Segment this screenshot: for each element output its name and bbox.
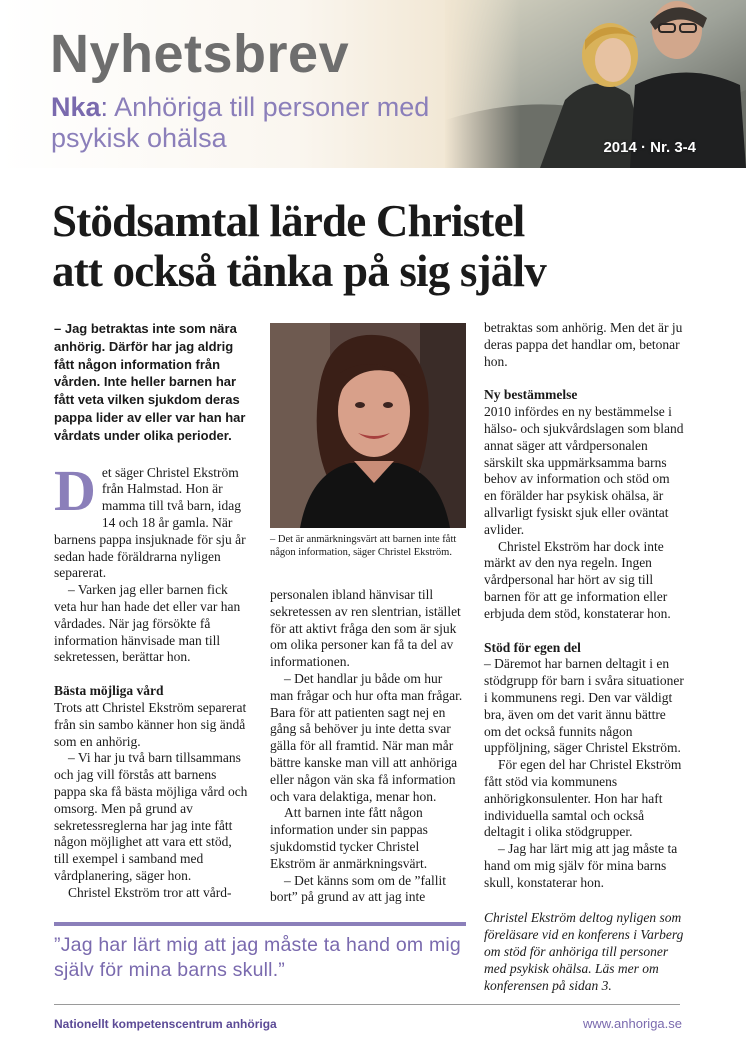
- subtitle-text: Anhöriga till personer med psykisk ohälsa: [51, 92, 430, 153]
- article-column-3: [484, 320, 684, 994]
- section-heading: Bästa möjliga vård: [54, 683, 164, 699]
- brand-separator: :: [100, 92, 109, 122]
- author-note: Christel Ekström deltog nyligen som föreläsare vid en konferens i Varberg om stöd för anhöriga till personer med psykisk ohälsa. Läs mer om konferensen på sidan 3.: [484, 909, 684, 993]
- opening-paragraph: [54, 457, 250, 583]
- christel-portrait-photo: [270, 323, 466, 528]
- footer-divider: [54, 1004, 680, 1005]
- body-paragraph: betraktas som anhörig. Men det är ju deras pappa det handlar om, betonar hon.: [484, 320, 683, 369]
- pullquote-rule: [54, 922, 466, 926]
- body-paragraph: – Det känns som om de ”fallit bort” på grund av att jag inte: [270, 872, 446, 905]
- article-headline: [52, 196, 702, 296]
- body-paragraph: Christel Ekström tror att vård-: [68, 884, 232, 900]
- drop-cap: D: [54, 457, 96, 523]
- body-paragraph: – Däremot har barnen deltagit i en stödgrupp för barn i svåra situationer i kommunens regi. Den var väldigt bra, även om det varit ännu bättre om det också funnits någon uppföljning, säger Christel Ekström.: [484, 656, 684, 756]
- headline-line-2: att också tänka på sig själv: [52, 246, 546, 296]
- body-paragraph: et säger Christel Ekström från Halmstad. Hon är mamma till två barn, idag 14 och 18 år gamla. När barnens pappa insjuknade för sju år sedan hade föräldrarna nyligen separerat.: [54, 464, 246, 581]
- portrait-image: [270, 323, 466, 528]
- body-paragraph: För egen del har Christel Ekström fått stöd via kommunens anhörigkonsulenter. Hon har haft individuella samtal och också deltagit i olika stödgrupper.: [484, 757, 682, 840]
- body-paragraph: 2010 infördes en ny bestämmelse i hälso- och sjukvårdslagen som bland annat säger att vårdpersonalen särskilt ska uppmärksamma barns behov av information och stöd om en förälder har psykisk ohälsa, är allvarligt fysiskt sjuk eller oväntat avlider.: [484, 404, 684, 537]
- body-paragraph: Christel Ekström har dock inte märkt av den nya regeln. Ingen vårdpersonal har hört av sig till barnen för att ge information eller erbjuda dem stöd, konstaterar hon.: [484, 538, 671, 621]
- footer-organization: Nationellt kompetenscentrum anhöriga: [54, 1017, 277, 1031]
- section-heading: Ny bestämmelse: [484, 387, 578, 403]
- body-paragraph: Att barnen inte fått någon information under sin pappas sjukdomstid tycker Christel Ekström är anmärkningsvärt.: [270, 805, 428, 871]
- pull-quote: ”Jag har lärt mig att jag måste ta hand om mig själv för mina barns skull.”: [54, 934, 461, 981]
- body-paragraph: – Vi har ju två barn tillsammans och jag vill förstås att barnens pappa ska få bästa möjliga vård och omsorg. Men på grund av sekretessreglerna har jag inte fått någon möjlighet att vara ett stöd, till exempel i samband med vårdplanering, säger hon.: [54, 750, 248, 883]
- body-paragraph: – Det handlar ju både om hur man frågar och hur ofta man frågar. Bara för att patienten sagt nej en gång så behöver ju inte detta svar gälla för all framtid. När man mår bättre kanske man vill att anhöriga eller någon vän ska få information och vara delaktiga, menar hon.: [270, 670, 463, 804]
- newsletter-title: Nyhetsbrev: [50, 24, 350, 84]
- newsletter-subtitle: [51, 92, 471, 154]
- body-paragraph: – Jag har lärt mig att jag måste ta hand om mig själv för mina barns skull, konstaterar hon.: [484, 841, 678, 890]
- issue-number: 2014 · Nr. 3-4: [603, 139, 696, 156]
- masthead-couple-photo: [445, 0, 746, 168]
- article-lead: – Jag betraktas inte som nära anhörig. Därför har jag aldrig fått någon information från vården. Inte heller barnen har fått veta vilken sjukdom deras pappa lider av eller var han har vårdats under olika perioder.: [54, 321, 246, 443]
- section-heading: Stöd för egen del: [484, 639, 581, 655]
- article-column-1: [54, 320, 250, 902]
- body-paragraph: Trots att Christel Ekström separerat från sin sambo känner hon sig ändå som en anhörig.: [54, 699, 247, 749]
- photo-caption: – Det är anmärkningsvärt att barnen inte fått någon information, säger Christel Ekström.: [270, 534, 457, 558]
- article-column-2: [270, 587, 466, 906]
- footer-website-link[interactable]: www.anhoriga.se: [583, 1016, 682, 1031]
- brand-name: Nka: [51, 92, 101, 122]
- body-paragraph: – Varken jag eller barnen fick veta hur han hade det eller var han vårdades. När jag försökte få information hänvisade man till sekretessen, berättar hon.: [54, 582, 241, 665]
- masthead: [0, 0, 746, 168]
- body-paragraph: personalen ibland hänvisar till sekretessen av ren slentrian, istället för att aktivt fråga den som är sjuk om olika personer kan få ta del av informationen.: [270, 587, 461, 670]
- headline-line-1: Stödsamtal lärde Christel: [52, 196, 525, 246]
- couple-photo-image: [445, 0, 746, 168]
